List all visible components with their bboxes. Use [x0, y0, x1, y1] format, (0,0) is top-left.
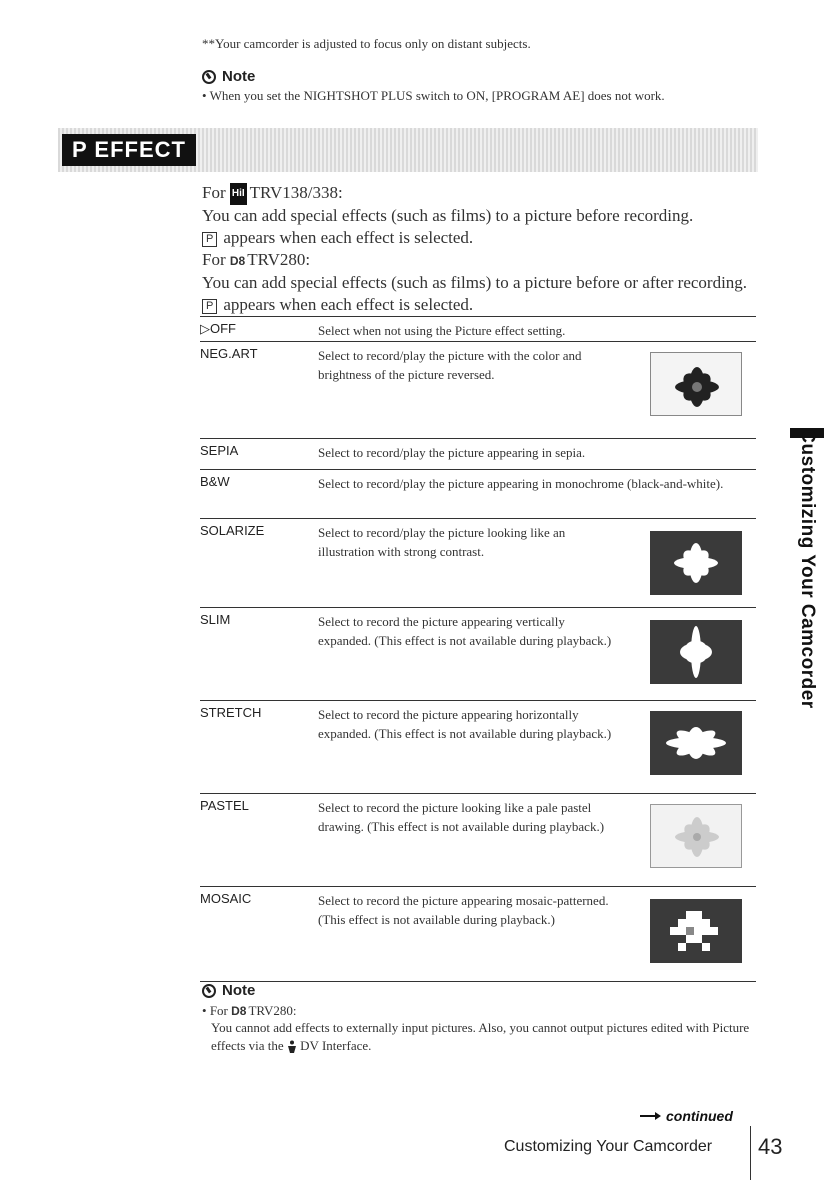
intro-line-2: You can add special effects (such as films) to a picture before recording. — [202, 206, 694, 226]
table-row — [200, 316, 756, 341]
side-tab — [790, 429, 824, 709]
effect-description: Select when not using the Picture effect setting. — [318, 323, 566, 338]
continued-label: continued — [666, 1108, 733, 1124]
effect-description: Select to record the picture looking like a pale pastel drawing. (This effect is not available during playback.) — [318, 800, 605, 834]
footer-divider — [750, 1126, 751, 1180]
table-row — [200, 518, 756, 607]
table-row — [200, 469, 756, 518]
intro-line-6-text: appears when each effect is selected. — [223, 295, 474, 315]
table-row — [200, 886, 756, 982]
pastel-sample-image — [650, 804, 742, 868]
intro-line-for-hi: For HiI TRV138/338: — [202, 182, 762, 205]
stretch-sample-image — [650, 711, 742, 775]
effect-name: MOSAIC — [200, 891, 252, 906]
intro-line-5: You can add special effects (such as films) to a picture before or after recording. — [202, 273, 748, 293]
effect-description: Select to record the picture appearing horizontally expanded. (This effect is not available during playback.) — [318, 707, 612, 741]
page-number: 43 — [758, 1134, 783, 1159]
slim-sample-image — [650, 620, 742, 684]
mosaic-sample-image — [650, 899, 742, 963]
arrow-right-icon — [640, 1111, 662, 1121]
effect-name: SEPIA — [200, 443, 239, 458]
neg-art-sample-image — [650, 352, 742, 416]
intro-line-3 — [202, 227, 762, 249]
side-tab-label: Customizing Your Camcorder — [797, 429, 818, 709]
effect-description: Select to record/play the picture with the color and brightness of the picture reversed. — [318, 348, 582, 382]
table-row — [200, 793, 756, 886]
effect-name: SLIM — [200, 612, 231, 627]
note-model: TRV280: — [248, 1003, 297, 1018]
hi8-icon: HiI — [230, 183, 247, 205]
dv-interface-icon — [287, 1040, 297, 1054]
table-row — [200, 341, 756, 438]
note-icon — [202, 984, 216, 998]
note-body-end: DV Interface. — [300, 1038, 372, 1053]
effect-name: NEG.ART — [200, 346, 258, 361]
table-row — [200, 700, 756, 793]
note-icon — [202, 70, 216, 84]
continued-indicator — [640, 1108, 733, 1124]
intro-model-1: TRV138/338: — [249, 183, 343, 202]
picture-effect-icon: P — [202, 232, 217, 247]
digital8-icon: D8 — [231, 1004, 247, 1018]
note-heading-label: Note — [222, 982, 256, 999]
note-block-2 — [202, 982, 762, 1055]
table-row — [200, 607, 756, 700]
effects-table — [200, 316, 756, 982]
note-for-label: For — [209, 1003, 228, 1018]
note-heading-label: Note — [222, 68, 256, 85]
effect-description: Select to record/play the picture looking like an illustration with strong contrast. — [318, 525, 566, 559]
intro-text — [202, 182, 762, 316]
effect-description: Select to record/play the picture appearing in sepia. — [318, 445, 586, 460]
intro-line-6 — [202, 294, 762, 316]
effect-name: B&W — [200, 474, 230, 489]
table-row — [200, 438, 756, 469]
top-note: **Your camcorder is adjusted to focus only on distant subjects. — [202, 36, 531, 51]
effect-description: Select to record the picture appearing mosaic-patterned. (This effect is not available during playback.) — [318, 893, 609, 927]
footer-title: Customizing Your Camcorder — [504, 1138, 713, 1155]
effect-name: PASTEL — [200, 798, 249, 813]
note-item-text: When you set the NIGHTSHOT PLUS switch to ON, [PROGRAM AE] does not work. — [209, 88, 665, 103]
intro-line-3-text: appears when each effect is selected. — [223, 228, 474, 248]
effect-name: ▷OFF — [200, 321, 236, 336]
effect-name: SOLARIZE — [200, 523, 265, 538]
section-title: P EFFECT — [62, 134, 196, 166]
note-body-text: You cannot add effects to externally input pictures. Also, you cannot output pictures edited with Picture effects via the — [211, 1020, 750, 1053]
note-item-for: • For D8 TRV280: — [202, 1003, 297, 1018]
note-item-body — [211, 1019, 762, 1055]
note-heading — [202, 68, 782, 85]
note-item: • When you set the NIGHTSHOT PLUS switch to ON, [PROGRAM AE] does not work. — [202, 88, 665, 103]
section-banner — [58, 128, 758, 172]
picture-effect-icon: P — [202, 299, 217, 314]
intro-model-2: TRV280: — [247, 250, 311, 270]
effect-description: Select to record the picture appearing vertically expanded. (This effect is not available during playback.) — [318, 614, 612, 648]
digital8-icon: D8 — [229, 254, 246, 269]
effect-name: STRETCH — [200, 705, 262, 720]
intro-line-for-d8: For D8 TRV280: — [202, 249, 762, 272]
note-heading — [202, 982, 762, 999]
note-block — [202, 68, 782, 104]
solarize-sample-image — [650, 531, 742, 595]
effect-description: Select to record/play the picture appearing in monochrome (black-and-white). — [318, 476, 724, 491]
